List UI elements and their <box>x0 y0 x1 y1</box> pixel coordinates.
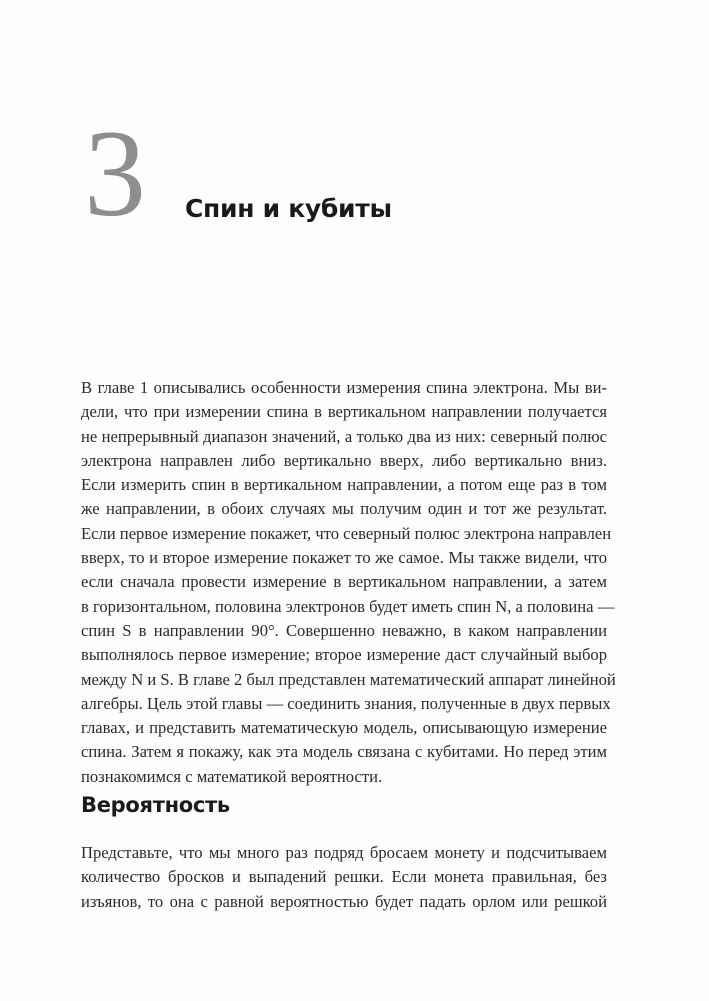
text-line: спин S в направлении 90°. Совершенно неважно, в каком направлении <box>81 620 607 640</box>
intro-paragraph <box>81 376 616 789</box>
text-line: выполнялось первое измерение; второе измерение даст случайный выбор <box>81 645 607 665</box>
text-line: вверх, то и второе измерение покажет то же самое. Мы также видели, что <box>81 548 607 568</box>
text-line: дели, что при измерении спина в вертикальном направлении получается <box>81 402 607 422</box>
text-line: если сначала провести измерение в вертикальном направлении, а затем <box>81 572 607 592</box>
text-line: электрона направлен либо вертикально вверх, либо вертикально вниз. <box>81 450 607 470</box>
text-line: познакомимся с математикой вероятности. <box>81 766 383 786</box>
chapter-title: Спин и кубиты <box>185 194 392 223</box>
text-line: в горизонтальном, половина электронов будет иметь спин N, а половина — <box>81 596 615 616</box>
text-line: количество бросков и выпадений решки. Если монета правильная, без <box>81 867 607 887</box>
chapter-number: 3 <box>84 105 146 242</box>
text-line: же направлении, в обоих случаях мы получим один и тот же результат. <box>81 499 607 519</box>
text-line: между N и S. В главе 2 был представлен математический аппарат линейной <box>81 669 616 689</box>
text-line: спина. Затем я покажу, как эта модель связана с кубитами. Но перед этим <box>81 742 607 762</box>
text-line: Представьте, что мы много раз подряд бросаем монету и подсчитываем <box>81 843 607 862</box>
section-paragraph <box>81 841 607 914</box>
text-line: главах, и представить математическую модель, описывающую измерение <box>81 718 607 738</box>
text-line: В главе 1 описывались особенности измерения спина электрона. Мы ви- <box>81 378 607 397</box>
text-line: изъянов, то она с равной вероятностью будет падать орлом или решкой <box>81 891 607 911</box>
text-line: алгебры. Цель этой главы — соединить знания, полученные в двух первых <box>81 693 611 713</box>
text-line: Если измерить спин в вертикальном направлении, а потом еще раз в том <box>81 475 607 495</box>
section-heading: Вероятность <box>81 793 230 817</box>
text-line: не непрерывный диапазон значений, а только два из них: северный полюс <box>81 426 607 446</box>
text-line: Если первое измерение покажет, что северный полюс электрона направлен <box>81 523 612 543</box>
